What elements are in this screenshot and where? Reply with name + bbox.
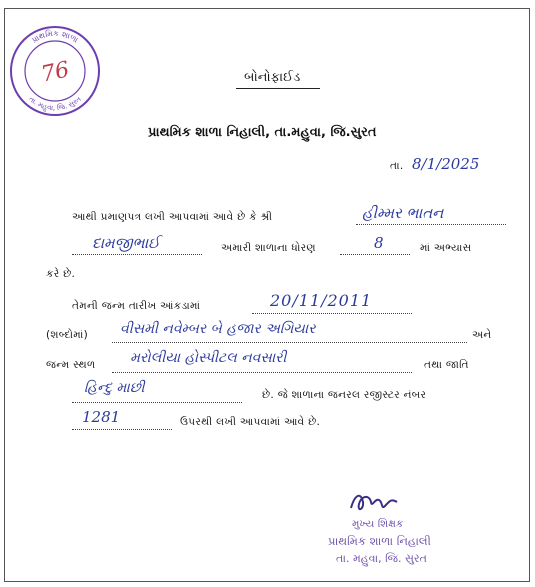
- intro-text: આથી પ્રમાણપત્ર લખી આપવામાં આવે છે કે શ્રી: [72, 211, 273, 223]
- school-seal-stamp: [6, 22, 104, 120]
- standard-value: 8: [374, 234, 384, 252]
- seal-bottom-text: તા. મહુવા, જિ. સુરત: [27, 95, 83, 113]
- caste-value: હિન્દુ માછી: [84, 380, 145, 396]
- dob-figures: 20/11/2011: [270, 291, 373, 310]
- name-fill-line: [356, 224, 506, 225]
- seal-center-number: 76: [39, 57, 72, 88]
- headmaster-signature: [345, 488, 405, 518]
- in-words-label: (શબ્દોમાં): [46, 329, 88, 341]
- dob-words: વીસમી નવેમ્બર બે હજાર અગિયાર: [120, 321, 316, 337]
- register-text: છે. જે શાળાના જનરલ રજીસ્ટર નંબર: [262, 389, 427, 401]
- register-fill-line: [72, 429, 172, 430]
- document-title: બોનોફાઈડ: [244, 70, 301, 85]
- student-name: હીમ્મર ભાતન: [362, 204, 444, 222]
- seal-top-text: પ્રાથમિક શાળા: [30, 28, 80, 45]
- signature-role: મુખ્ય શિક્ષક: [352, 518, 404, 530]
- standard-label: અમારી શાળાના ધોરણ: [221, 242, 316, 254]
- school-heading: પ્રાથમિક શાળા નિહાલી, તા.મહુવા, જિ.સુરત: [148, 125, 377, 140]
- title-underline: [236, 88, 320, 89]
- dob-fill-line: [252, 313, 412, 314]
- caste-label: તથા જાતિ: [424, 359, 469, 371]
- closing-text: ઉપરથી લખી આપવામાં આવે છે.: [180, 416, 321, 428]
- studying-text: માં અભ્યાસ: [420, 242, 472, 254]
- words-fill-line: [112, 342, 467, 343]
- register-number: 1281: [82, 408, 121, 426]
- date-value: 8/1/2025: [412, 155, 480, 173]
- birthplace-label: જન્મ સ્થળ: [46, 359, 96, 371]
- standard-fill-line: [340, 254, 410, 255]
- birthplace-fill-line: [112, 372, 412, 373]
- father-fill-line: [72, 254, 202, 255]
- signature-school: પ્રાથમિક શાળા નિહાલી: [328, 534, 431, 548]
- does-text: કરે છે.: [46, 268, 76, 280]
- and-text: અને: [472, 329, 492, 341]
- date-label: તા.: [390, 160, 404, 172]
- caste-fill-line: [72, 402, 242, 403]
- birthplace-value: મરોલીયા હોસ્પીટલ નવસારી: [130, 350, 287, 366]
- dob-label: તેમની જન્મ તારીખ આંકડામાં: [72, 300, 201, 312]
- signature-place: તા. મહુવા, જિ. સુરત: [336, 552, 427, 565]
- father-name: દામજીભાઈ: [92, 234, 160, 252]
